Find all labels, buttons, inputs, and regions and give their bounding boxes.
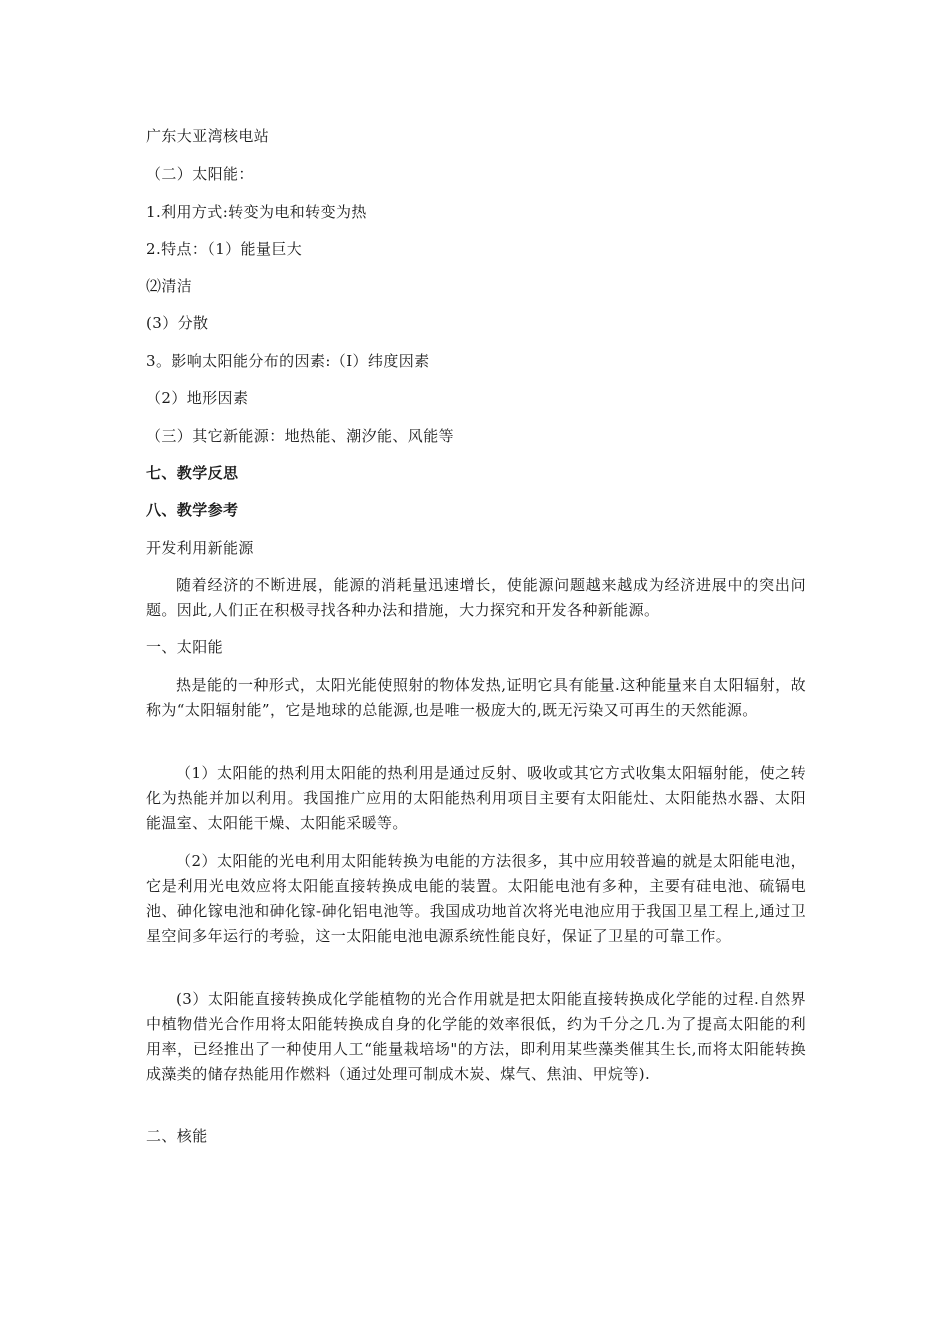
line-clean: ⑵清洁	[146, 277, 193, 295]
heading-reference: 八、教学参考	[146, 501, 239, 519]
line-solar-heading: （二）太阳能：	[146, 165, 254, 183]
paragraph-intro: 随着经济的不断进展，能源的消耗量迅速增长，使能源问题越来越成为经济进展中的突出问题。因此,人们正在积极寻找各种办法和措施，大力探究和开发各种新能源。	[146, 576, 806, 619]
line-factors: 3。影响太阳能分布的因素:（I）纬度因素	[146, 352, 430, 370]
section-solar: 一、太阳能	[146, 638, 224, 656]
section-nuclear: 二、核能	[146, 1127, 208, 1145]
line-usage: 1.利用方式:转变为电和转变为热	[146, 203, 367, 221]
paragraph-photovoltaic: （2）太阳能的光电利用太阳能转换为电能的方法很多，其中应用较普遍的就是太阳能电池，它是利用光电效应将太阳能直接转换成电能的装置。太阳能电池有多种，主要有硅电池、硫镉电池、砷化镓电池和砷化镓-砷化铝电池等。我国成功地首次将光电池应用于我国卫星工程上,通过卫星空间多年运行的考验，这一太阳能电池电源系统性能良好，保证了卫星的可靠工作。	[146, 852, 806, 945]
line-daya-bay: 广东大亚湾核电站	[146, 127, 270, 145]
line-features: 2.特点：（1）能量巨大	[146, 240, 303, 258]
line-terrain: （2）地形因素	[146, 389, 249, 407]
paragraph-chemical: (3）太阳能直接转换成化学能植物的光合作用就是把太阳能直接转换成化学能的过程.自然界中植物借光合作用将太阳能转换成自身的化学能的效率很低，约为千分之几.为了提高太阳能的利用率，已经推出了一种使用人工“能量栽培场"的方法，即利用某些藻类催其生长,而将太阳能转换成藻类的储存热能用作燃料（通过处理可制成木炭、煤气、焦油、甲烷等).	[146, 990, 806, 1083]
paragraph-thermal-use: （1）太阳能的热利用太阳能的热利用是通过反射、吸收或其它方式收集太阳辐射能，使之转化为热能并加以利用。我国推广应用的太阳能热利用项目主要有太阳能灶、太阳能热水器、太阳能温室、太阳能干燥、太阳能采暖等。	[146, 764, 806, 832]
line-develop-title: 开发利用新能源	[146, 539, 254, 557]
paragraph-solar-radiation: 热是能的一种形式，太阳光能使照射的物体发热,证明它具有能量.这种能量来自太阳辐射，故称为“太阳辐射能”，它是地球的总能源,也是唯一极庞大的,既无污染又可再生的天然能源。	[146, 676, 806, 719]
line-dispersed: (3）分散	[146, 314, 209, 332]
line-other-energy: （三）其它新能源：地热能、潮汐能、风能等	[146, 427, 455, 445]
heading-reflection: 七、教学反思	[146, 464, 239, 482]
